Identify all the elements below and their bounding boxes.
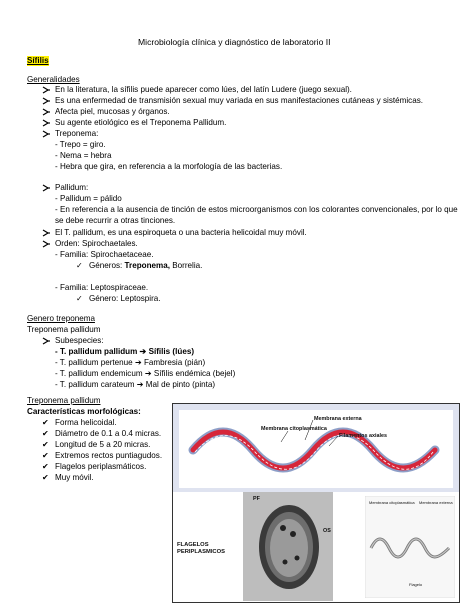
subspecies-name: - T. pallidum carateum: [55, 380, 135, 389]
genero-heading: Genero treponema: [27, 314, 95, 323]
sub-item: - Familia: Leptospiraceae.: [55, 283, 149, 292]
morph-item: Extremos rectos puntiagudos.: [55, 451, 163, 460]
arrow-bullet-icon: [42, 108, 51, 116]
page-title: Microbiología clínica y diagnóstico de laboratorio II: [138, 37, 331, 47]
bullet-text: Su agente etiológico es el Treponema Pallidum.: [55, 118, 227, 127]
morph-item: Flagelos periplasmáticos.: [55, 462, 147, 471]
label-membrana-citoplasmatica: Membrana citoplasmática: [261, 426, 327, 432]
subspecies-disease: Fambresia (pián): [143, 358, 206, 367]
small-label-membrana-citoplasmatica: Membrana citoplasmática: [369, 500, 415, 505]
sub-item: - Trepo = giro.: [55, 140, 106, 149]
subspecies-disease: Mal de pinto (pinta): [145, 380, 216, 389]
label-membrana-externa: Membrana externa: [314, 416, 362, 422]
label-os: OS: [323, 528, 331, 534]
label-pf: PF: [253, 496, 260, 502]
arrow-bullet-icon: [42, 97, 51, 105]
sub-item: - Familia: Spirochaetaceae.: [55, 250, 154, 259]
generalidades-heading: Generalidades: [27, 75, 80, 84]
sub-item: - En referencia a la ausencia de tinción de estos microorganismos con los colorantes convencionales, por lo que: [55, 205, 458, 214]
subspecies-row: [55, 369, 235, 379]
subspecies-name: - T. pallidum pallidum: [55, 347, 138, 356]
generos-borrelia: Borrelia.: [169, 261, 203, 270]
bullet-text: Pallidum:: [55, 183, 89, 192]
morph-item: Diámetro de 0.1 a 0.4 micras.: [55, 429, 162, 438]
morph-subheading: Características morfológicas:: [27, 407, 141, 416]
arrow-bullet-icon: [42, 337, 51, 345]
generos-treponema: Treponema,: [124, 261, 170, 270]
subspecies-row: [55, 380, 215, 390]
square-bullet-icon: ✔: [42, 429, 49, 438]
sub-item: - Nema = hebra: [55, 151, 112, 160]
bullet-text: En la literatura, la sífilis puede aparecer como lúes, del latín Ludere (juego sexual).: [55, 85, 352, 94]
right-arrow-icon: ➔: [136, 380, 144, 389]
bullet-text: Es una enfermedad de transmisión sexual muy variada en sus manifestaciones cutáneas y sistémicas.: [55, 96, 424, 105]
sub-item: se debe recurrir a otras tinciones.: [55, 216, 176, 225]
right-arrow-icon: ➔: [144, 369, 152, 378]
small-label-membrana-externa: Membrana externa: [419, 500, 453, 505]
arrow-bullet-icon: [42, 86, 51, 94]
arrow-bullet-icon: [42, 119, 51, 127]
square-bullet-icon: ✔: [42, 418, 49, 427]
subspecies-row: [55, 358, 205, 368]
label-periplasmicos: PERIPLASMICOS: [177, 549, 225, 555]
treponema-figure: [172, 403, 460, 603]
bullet-text: Orden: Spirochaetales.: [55, 239, 138, 248]
checkmark-icon: ✓: [76, 261, 83, 270]
morph-item: Longitud de 5 a 20 micras.: [55, 440, 151, 449]
square-bullet-icon: ✔: [42, 440, 49, 449]
label-flagelos: FLAGELOS: [177, 542, 209, 548]
morph-heading: Treponema pallidum: [27, 396, 101, 405]
sub-item: - Hebra que gira, en referencia a la morfología de las bacterias.: [55, 162, 283, 171]
morph-item: Forma helicoidal.: [55, 418, 117, 427]
morph-item: Muy móvil.: [55, 473, 94, 482]
square-bullet-icon: ✔: [42, 451, 49, 460]
genero-subheading: Treponema pallidum: [27, 325, 101, 334]
arrow-bullet-icon: [42, 184, 51, 192]
em-cross-section: [243, 492, 333, 601]
sub-item: - Pallidum = pálido: [55, 194, 122, 203]
arrow-bullet-icon: [42, 229, 51, 237]
subspecies-disease: Sífilis endémica (bejel): [153, 369, 236, 378]
genero-line: Género: Leptospira.: [89, 294, 161, 303]
bullet-text: Afecta piel, mucosas y órganos.: [55, 107, 170, 116]
small-label-flagelo: Flagelo: [409, 582, 423, 587]
subespecies-label: Subespecies:: [55, 336, 104, 345]
subspecies-name: - T. pallidum endemicum: [55, 369, 143, 378]
square-bullet-icon: ✔: [42, 462, 49, 471]
generos-label: Géneros:: [89, 261, 125, 270]
right-arrow-icon: ➔: [139, 347, 147, 356]
bullet-text: El T. pallidum, es una espiroqueta o una bacteria helicoidal muy móvil.: [55, 228, 307, 237]
label-filamentos-axiales: Filamentos axiales: [339, 433, 387, 439]
subspecies-row: [55, 347, 194, 357]
generos-line: [89, 261, 202, 271]
right-arrow-icon: ➔: [134, 358, 142, 367]
subspecies-name: - T. pallidum pertenue: [55, 358, 133, 367]
arrow-bullet-icon: [42, 130, 51, 138]
arrow-bullet-icon: [42, 240, 51, 248]
square-bullet-icon: ✔: [42, 473, 49, 482]
subspecies-disease: Sífilis (lúes): [148, 347, 195, 356]
bullet-text: Treponema:: [55, 129, 99, 138]
checkmark-icon: ✓: [76, 294, 83, 303]
section-title: Sífilis: [27, 56, 49, 65]
